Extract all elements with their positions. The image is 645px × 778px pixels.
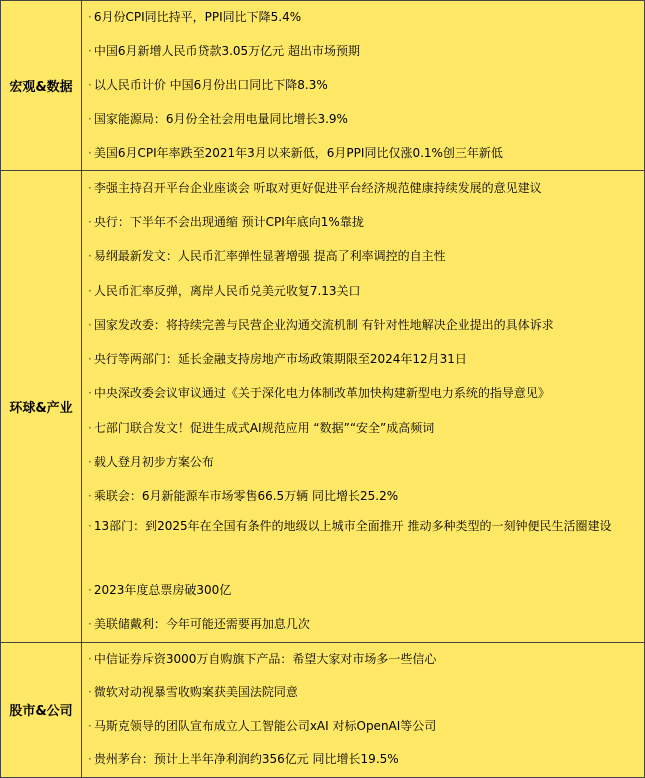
news-text: 马斯克领导的团队宣布成立人工智能公司xAI 对标OpenAI等公司	[93, 718, 437, 733]
bullet-icon: ·	[88, 180, 92, 195]
news-text: 人民币汇率反弹，离岸人民币兑美元收复7.13关口	[93, 283, 361, 298]
section-row	[1, 1, 645, 171]
bullet-icon: ·	[88, 752, 92, 767]
bullet-icon: ·	[88, 489, 92, 504]
bullet-icon: ·	[88, 111, 92, 126]
news-text: 以人民币计价 中国6月份出口同比下降8.3%	[93, 77, 328, 92]
news-item	[82, 171, 644, 205]
section-row	[1, 171, 645, 643]
news-item	[82, 377, 644, 411]
news-item	[82, 136, 644, 170]
news-list	[82, 1, 645, 171]
bullet-icon: ·	[88, 77, 92, 92]
news-item	[82, 514, 644, 573]
bullet-icon: ·	[88, 44, 92, 59]
category-label: 股市&公司	[1, 642, 82, 777]
bullet-icon: ·	[88, 10, 92, 25]
news-text: 6月份CPI同比持平，PPI同比下降5.4%	[93, 10, 302, 25]
news-item	[82, 240, 644, 274]
news-item	[82, 710, 644, 744]
news-text: 央行：下半年不会出现通缩 预计CPI年底向1%靠拢	[93, 214, 364, 229]
category-label: 环球&产业	[1, 171, 82, 643]
section-row	[1, 642, 645, 777]
news-item	[82, 643, 644, 677]
news-item	[82, 445, 644, 479]
bullet-icon: ·	[88, 249, 92, 264]
news-item	[82, 308, 644, 342]
news-text: 国家发改委：将持续完善与民营企业沟通交流机制 有针对性地解决企业提出的具体诉求	[93, 317, 554, 332]
news-text: 美国6月CPI年率跌至2021年3月以来新低，6月PPI同比仅涨0.1%创三年新低	[93, 145, 503, 160]
news-text: 2023年度总票房破300亿	[93, 582, 232, 597]
news-text: 中信证券斥资3000万自购旗下产品：希望大家对市场多一些信心	[93, 651, 437, 666]
news-text: 中央深改委会议审议通过《关于深化电力体制改革加快构建新型电力系统的指导意见》	[93, 386, 550, 401]
news-item	[82, 573, 644, 607]
news-text: 七部门联合发文！促进生成式AI规范应用 “数据”“安全”成高频词	[93, 420, 435, 435]
news-text: 央行等两部门：延长金融支持房地产市场政策期限至2024年12月31日	[93, 352, 467, 367]
bullet-icon: ·	[88, 283, 92, 298]
news-item	[82, 480, 644, 514]
bullet-icon: ·	[88, 582, 92, 597]
news-item	[82, 607, 644, 641]
news-item	[82, 411, 644, 445]
news-list	[82, 642, 645, 777]
news-text: 13部门：到2025年在全国有条件的地级以上城市全面推开 推动多种类型的一刻钟便民生活圈建设	[93, 518, 612, 533]
bullet-icon: ·	[88, 651, 92, 666]
news-item	[82, 1, 644, 35]
bullet-icon: ·	[88, 455, 92, 470]
news-item	[82, 69, 644, 103]
news-text: 载人登月初步方案公布	[93, 455, 214, 470]
news-text: 美联储戴利：今年可能还需要再加息几次	[93, 616, 310, 631]
news-item	[82, 274, 644, 308]
news-item	[82, 743, 644, 777]
news-text: 中国6月新增人民币贷款3.05万亿元 超出市场预期	[93, 44, 360, 59]
news-item	[82, 676, 644, 710]
news-text: 国家能源局：6月份全社会用电量同比增长3.9%	[93, 111, 348, 126]
news-list	[82, 171, 645, 643]
news-item	[82, 205, 644, 239]
bullet-icon: ·	[88, 386, 92, 401]
news-text: 贵州茅台：预计上半年净利润约356亿元 同比增长19.5%	[93, 752, 399, 767]
news-item	[82, 342, 644, 376]
bullet-icon: ·	[88, 718, 92, 733]
category-label: 宏观&数据	[1, 1, 82, 171]
news-text: 李强主持召开平台企业座谈会 听取对更好促进平台经济规范健康持续发展的意见建议	[93, 180, 542, 195]
bullet-icon: ·	[88, 317, 92, 332]
news-item	[82, 102, 644, 136]
bullet-icon: ·	[88, 145, 92, 160]
news-text: 乘联会：6月新能源车市场零售66.5万辆 同比增长25.2%	[93, 489, 399, 504]
bullet-icon: ·	[88, 616, 92, 631]
news-text: 微软对动视暴雪收购案获美国法院同意	[93, 685, 298, 700]
news-item	[82, 35, 644, 69]
bullet-icon: ·	[88, 420, 92, 435]
bullet-icon: ·	[88, 518, 92, 533]
bullet-icon: ·	[88, 352, 92, 367]
bullet-icon: ·	[88, 214, 92, 229]
news-text: 易纲最新发文：人民币汇率弹性显著增强 提高了利率调控的自主性	[93, 249, 446, 264]
bullet-icon: ·	[88, 685, 92, 700]
